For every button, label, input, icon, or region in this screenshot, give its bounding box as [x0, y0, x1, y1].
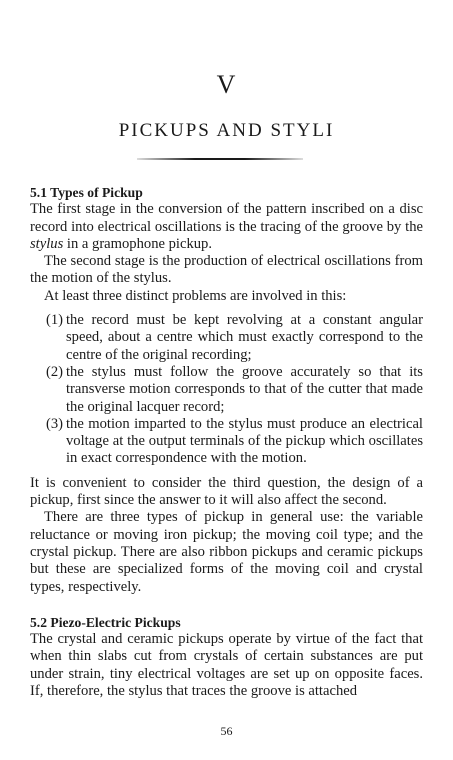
- page-number: 56: [220, 724, 233, 738]
- body-text: [30, 184, 423, 700]
- paragraph: At least three distinct problems are involved in this:: [44, 287, 347, 304]
- section-heading-5-2: 5.2 Piezo-Electric Pickups: [30, 614, 181, 630]
- emphasis-stylus: stylus: [30, 235, 64, 252]
- chapter-number: V: [216, 70, 237, 99]
- list-number: (3): [46, 415, 64, 432]
- list-number: (1): [46, 312, 64, 329]
- list-item: [30, 364, 423, 416]
- list-number: (2): [46, 363, 64, 380]
- title-rule: [137, 158, 303, 160]
- conditions-list: [30, 312, 423, 468]
- paragraph: There are three types of pickup in general use: the variable reluctance or moving iron pickup; the moving coil type; and the crystal pickup. There are also ribbon pickups and ceramic pickups but these are specialized forms of the moving coil and crystal types, respectively.: [30, 509, 423, 595]
- paragraph: The crystal and ceramic pickups operate by virtue of the fact that when thin slabs cut from crystals of certain substances are put under strain, tiny electrical voltages are set up on opposite faces. If, therefore, the stylus that traces the groove is attached: [30, 631, 423, 700]
- paragraph: The second stage is the production of electrical oscillations from the motion of the stylus.: [30, 253, 423, 287]
- section-heading-5-1: 5.1 Types of Pickup: [30, 185, 143, 200]
- paragraph-text: in a gramophone pickup.: [63, 235, 212, 252]
- paragraph: It is convenient to consider the third question, the design of a pickup, first since the answer to it will also affect the second.: [30, 474, 423, 509]
- list-text: the stylus must follow the groove accurately so that its transverse motion corresponds to that of the cutter that made the original lacquer record;: [66, 363, 423, 415]
- list-text: the record must be kept revolving at a constant angular speed, about a centre which must exactly correspond to the centre of the original recording;: [66, 312, 423, 363]
- list-item: [30, 312, 423, 364]
- list-item: [30, 416, 423, 468]
- chapter-title: PICKUPS AND STYLI: [118, 120, 335, 141]
- list-text: the motion imparted to the stylus must produce an electrical voltage at the output terminals of the pickup which oscillates in exact correspondence with the motion.: [66, 415, 423, 467]
- paragraph: [30, 201, 423, 253]
- paragraph-text: The first stage in the conversion of the pattern inscribed on a disc record into electrical oscillations is the tracing of the groove by the: [30, 201, 423, 235]
